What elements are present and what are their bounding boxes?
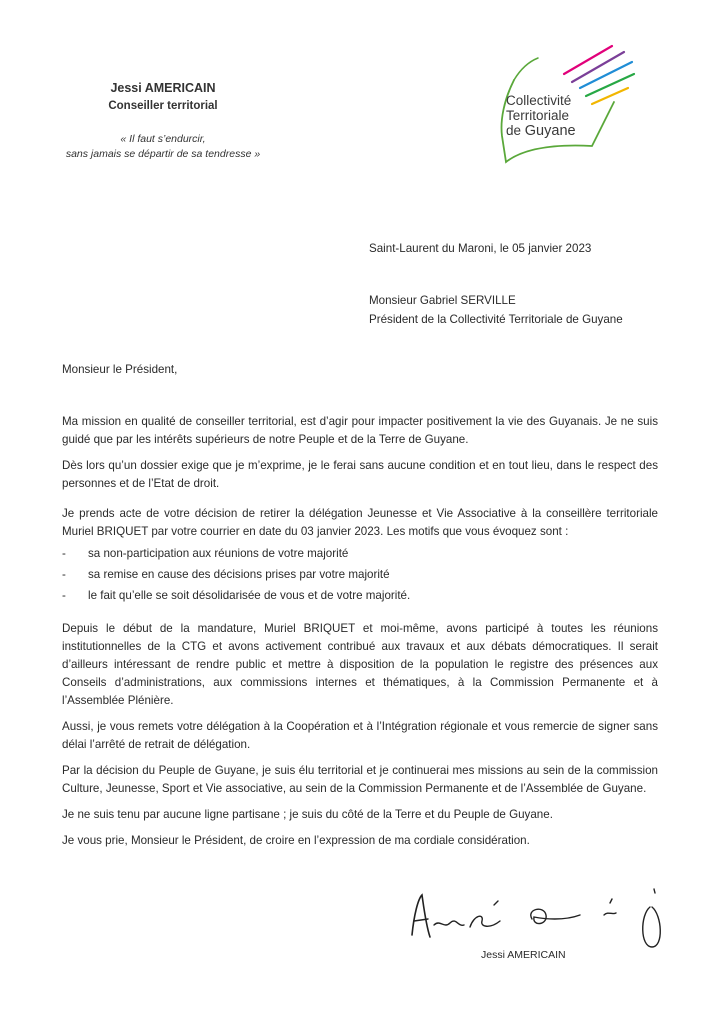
paragraph-6: Par la décision du Peuple de Guyane, je suis élu territorial et je continuerai mes missions au sein de la commission Culture, Jeunesse, Sport et Vie associative, au sein de la Commission Permanente et de l’Assemblée de Guyane. [62, 764, 658, 795]
signatory-name: Jessi AMERICAIN [481, 949, 566, 961]
recipient-block [369, 291, 623, 329]
logo-line-3-main: Guyane [524, 123, 576, 139]
logo-line-1: Collectivité [506, 93, 572, 108]
logo-wordmark [506, 93, 576, 139]
list-item [62, 543, 658, 564]
recipient-name: Monsieur Gabriel SERVILLE [369, 294, 516, 307]
sender-quote [60, 132, 266, 162]
list-item-text: le fait qu’elle se soit désolidarisée de vous et de votre majorité. [88, 589, 411, 602]
list-item [62, 564, 658, 585]
list-item-text: sa remise en cause des décisions prises par votre majorité [88, 568, 390, 581]
recipient-title: Président de la Collectivité Territoriale de Guyane [369, 313, 623, 326]
list-item-text: sa non-participation aux réunions de votre majorité [88, 547, 349, 560]
paragraph-2: Dès lors qu’un dossier exige que je m’exprime, je le ferai sans aucune condition et en tout lieu, dans le respect des personnes et de l’Etat de droit. [62, 459, 658, 490]
quote-line-1: « Il faut s’endurcir, [120, 133, 206, 145]
paragraph-4: Depuis le début de la mandature, Muriel BRIQUET et moi-même, avons participé à toutes les réunions institutionnelles de la CTG et avons activement contribué aux travaux et aux débats démocratiques. Il serait d’ailleurs intéressant de rendre public et mettre à disposition de la population le registre des présences aux Conseils d’administrations, aux commissions internes et thématiques, à la Commission Permanente et à l’Assemblée Plénière. [62, 622, 658, 707]
motifs-list [62, 543, 658, 606]
place-and-date: Saint-Laurent du Maroni, le 05 janvier 2023 [369, 242, 592, 255]
handwritten-signature [404, 885, 674, 951]
logo-line-2: Territoriale [506, 108, 570, 123]
salutation: Monsieur le Président, [62, 363, 178, 376]
letter-body [62, 413, 658, 858]
paragraph-7: Je ne suis tenu par aucune ligne partisane ; je suis du côté de la Terre et du Peuple de Guyane. [62, 808, 553, 821]
bullet-marker: - [62, 589, 66, 602]
ctg-logo [494, 40, 644, 170]
paragraph-1: Ma mission en qualité de conseiller territorial, est d’agir pour impacter positivement la vie des Guyanais. Je ne suis guidé que par les intérêts supérieurs de notre Peuple et de la Terre de Guyane. [62, 415, 658, 446]
bullet-marker: - [62, 547, 66, 560]
paragraph-3: Je prends acte de votre décision de retirer la délégation Jeunesse et Vie Associative à la conseillère territoriale Muriel BRIQUET par votre courrier en date du 03 janvier 2023. Les motifs que vous évoquez sont : [62, 507, 658, 538]
quote-line-2: sans jamais se départir de sa tendresse » [65, 148, 261, 160]
bullet-marker: - [62, 568, 66, 581]
letterhead-sender [60, 80, 266, 162]
sender-role: Conseiller territorial [108, 100, 218, 112]
paragraph-5: Aussi, je vous remets votre délégation à la Coopération et à l’Intégration régionale et vous remercie de signer sans délai l’arrêté de retrait de délégation. [62, 720, 658, 751]
logo-line-3 [506, 123, 576, 139]
list-item [62, 585, 658, 606]
sender-name: Jessi AMERICAIN [110, 81, 216, 95]
logo-line-3-prefix: de [506, 123, 525, 138]
paragraph-8: Je vous prie, Monsieur le Président, de croire en l’expression de ma cordiale considération. [62, 834, 530, 847]
